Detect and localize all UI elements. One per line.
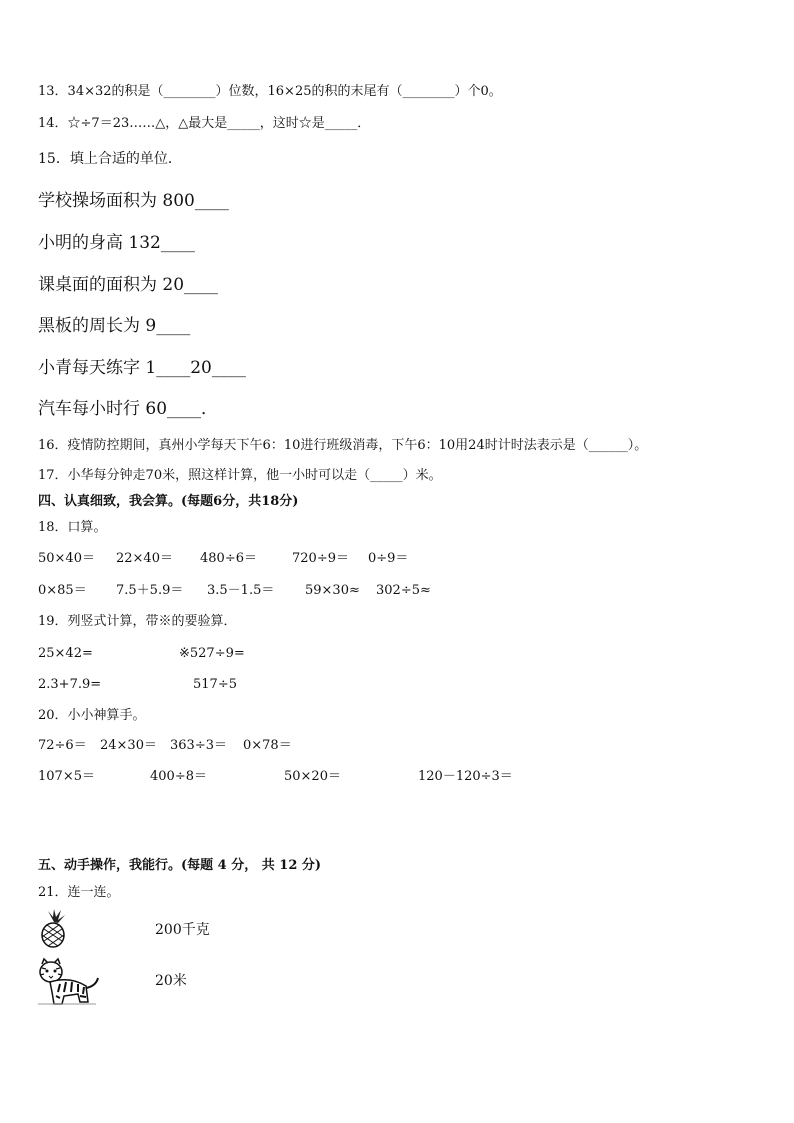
question-17: 17．小华每分钟走70米，照这样计算，他一小时可以走（_____）米。 bbox=[38, 468, 442, 483]
q19-row-2 bbox=[38, 676, 758, 694]
question-19: 19．列竖式计算，带※的要验算． bbox=[38, 614, 237, 629]
option-label: 20米 bbox=[155, 973, 187, 989]
calc-item: 480÷6＝ bbox=[200, 551, 257, 566]
calc-item: 72÷6＝ bbox=[38, 738, 87, 753]
calc-item: 400÷8＝ bbox=[150, 769, 207, 784]
question-13: 13．34×32的积是（________）位数，16×25的积的末尾有（________）个0。 bbox=[38, 84, 502, 99]
calc-item: 22×40＝ bbox=[116, 551, 173, 566]
calc-item: 517÷5 bbox=[193, 677, 237, 692]
unit-item: 黑板的周长为 9____ bbox=[38, 316, 191, 336]
section-4-heading: 四、认真细致，我会算。(每题6分，共18分) bbox=[38, 494, 299, 509]
calc-item: 7.5＋5.9＝ bbox=[116, 583, 184, 598]
q20-row-1 bbox=[38, 737, 758, 755]
q20-row-2 bbox=[38, 768, 758, 786]
option-label: 200千克 bbox=[155, 922, 210, 938]
calc-item: 302÷5≈ bbox=[376, 583, 431, 598]
calc-item: 59×30≈ bbox=[305, 583, 360, 598]
calc-item: 720÷9＝ bbox=[292, 551, 349, 566]
unit-item: 汽车每小时行 60____． bbox=[38, 399, 219, 419]
pineapple-icon bbox=[36, 908, 72, 948]
calc-item: 107×5＝ bbox=[38, 769, 95, 784]
calc-item: 50×20＝ bbox=[284, 769, 341, 784]
question-20: 20．小小神算手。 bbox=[38, 708, 146, 723]
calc-item: 120－120÷3＝ bbox=[418, 769, 513, 784]
calc-item: 3.5－1.5＝ bbox=[207, 583, 275, 598]
calc-item: 0×85＝ bbox=[38, 583, 87, 598]
unit-item: 学校操场面积为 800____ bbox=[38, 191, 229, 211]
question-15: 15．填上合适的单位． bbox=[38, 151, 182, 167]
tiger-icon bbox=[36, 956, 102, 1008]
question-18: 18．口算。 bbox=[38, 520, 107, 535]
calc-item: 50×40＝ bbox=[38, 551, 95, 566]
calc-item: 2.3+7.9= bbox=[38, 677, 102, 692]
q18-row-2 bbox=[38, 582, 758, 600]
question-16: 16．疫情防控期间，真州小学每天下午6：10进行班级消毒，下午6：10用24时计时法表示是（______）。 bbox=[38, 438, 648, 453]
calc-item: 363÷3＝ bbox=[170, 738, 227, 753]
question-21: 21．连一连。 bbox=[38, 885, 120, 900]
calc-item: 0×78＝ bbox=[243, 738, 292, 753]
calc-item: ※527÷9= bbox=[179, 646, 245, 661]
q18-row-1 bbox=[38, 550, 758, 568]
unit-item: 小明的身高 132____ bbox=[38, 233, 195, 253]
unit-item: 小青每天练字 1____20____ bbox=[38, 358, 246, 378]
calc-item: 24×30＝ bbox=[100, 738, 157, 753]
section-5-heading: 五、动手操作，我能行。(每题 4 分， 共 12 分) bbox=[38, 858, 322, 873]
calc-item: 0÷9＝ bbox=[368, 551, 409, 566]
unit-item: 课桌面的面积为 20____ bbox=[38, 275, 219, 295]
question-14: 14．☆÷7＝23……△，△最大是_____，这时☆是_____． bbox=[38, 116, 371, 131]
q19-row-1 bbox=[38, 645, 758, 663]
calc-item: 25×42= bbox=[38, 646, 93, 661]
